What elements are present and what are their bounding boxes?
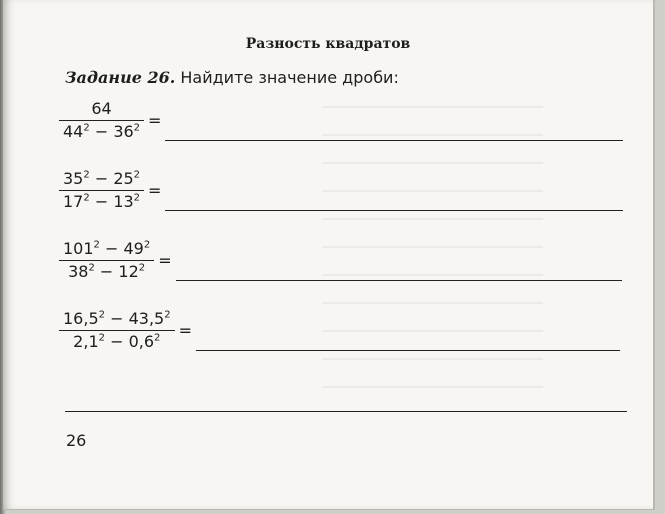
exponent: 2	[98, 332, 105, 344]
exponent: 2	[83, 122, 90, 134]
term: 36	[113, 122, 134, 141]
term: 43,5	[128, 309, 165, 328]
term: 12	[118, 262, 139, 281]
term: 44	[63, 122, 84, 141]
equals-sign: =	[178, 321, 192, 340]
fraction-numerator	[59, 98, 144, 121]
task-heading	[65, 68, 399, 87]
term: 35	[63, 169, 84, 188]
minus-sign: −	[105, 309, 129, 328]
exponent: 2	[133, 122, 141, 134]
extra-answer-line[interactable]	[65, 411, 627, 412]
answer-line-4[interactable]	[196, 349, 620, 351]
fraction-problem-4	[61, 308, 620, 353]
term: 38	[68, 262, 89, 281]
equals-sign: =	[158, 251, 172, 270]
equals-sign: =	[148, 111, 162, 130]
answer-line-1[interactable]	[165, 139, 623, 141]
fraction-denominator	[71, 331, 162, 353]
exponent: 2	[138, 262, 146, 274]
term: 13	[113, 192, 134, 211]
fraction-denominator	[61, 121, 142, 143]
fraction-numerator	[59, 308, 175, 331]
exponent: 2	[83, 192, 90, 204]
exponent: 2	[143, 239, 151, 251]
term: 16,5	[63, 309, 99, 328]
minus-sign: −	[89, 192, 114, 211]
fraction-1	[61, 98, 142, 143]
fraction-denominator	[66, 261, 147, 283]
page-title: Разность квадратов	[245, 36, 411, 52]
minus-sign: −	[89, 122, 114, 141]
fraction-problem-1	[61, 98, 623, 143]
exponent: 2	[133, 169, 141, 181]
minus-sign: −	[94, 262, 119, 281]
fraction-problem-3	[61, 238, 622, 283]
term: 0,6	[128, 332, 155, 351]
exponent: 2	[164, 309, 171, 321]
exponent: 2	[88, 262, 95, 274]
fraction-problem-2	[61, 168, 623, 213]
term: 49	[123, 239, 144, 258]
term: 101	[63, 239, 94, 258]
term: 25	[113, 169, 134, 188]
fraction-numerator	[59, 168, 144, 191]
term: 64	[91, 99, 112, 118]
minus-sign: −	[89, 169, 114, 188]
fraction-denominator	[61, 191, 142, 213]
exponent: 2	[154, 332, 161, 344]
term: 17	[63, 192, 84, 211]
minus-sign: −	[105, 332, 129, 351]
answer-line-2[interactable]	[165, 209, 623, 211]
task-label: Задание 26.	[65, 68, 176, 87]
fraction-4	[61, 308, 173, 353]
term: 2,1	[73, 332, 99, 351]
exponent: 2	[133, 192, 141, 204]
equals-sign: =	[148, 181, 162, 200]
minus-sign: −	[99, 239, 124, 258]
answer-line-3[interactable]	[176, 279, 622, 281]
page-number: 26	[66, 431, 87, 450]
task-text: Найдите значение дроби:	[180, 68, 399, 87]
fraction-3	[61, 238, 152, 283]
exponent: 2	[83, 169, 90, 181]
fraction-2	[61, 168, 142, 213]
exponent: 2	[93, 239, 100, 251]
fraction-numerator	[59, 238, 154, 261]
exponent: 2	[98, 309, 105, 321]
workbook-page	[3, 0, 655, 510]
